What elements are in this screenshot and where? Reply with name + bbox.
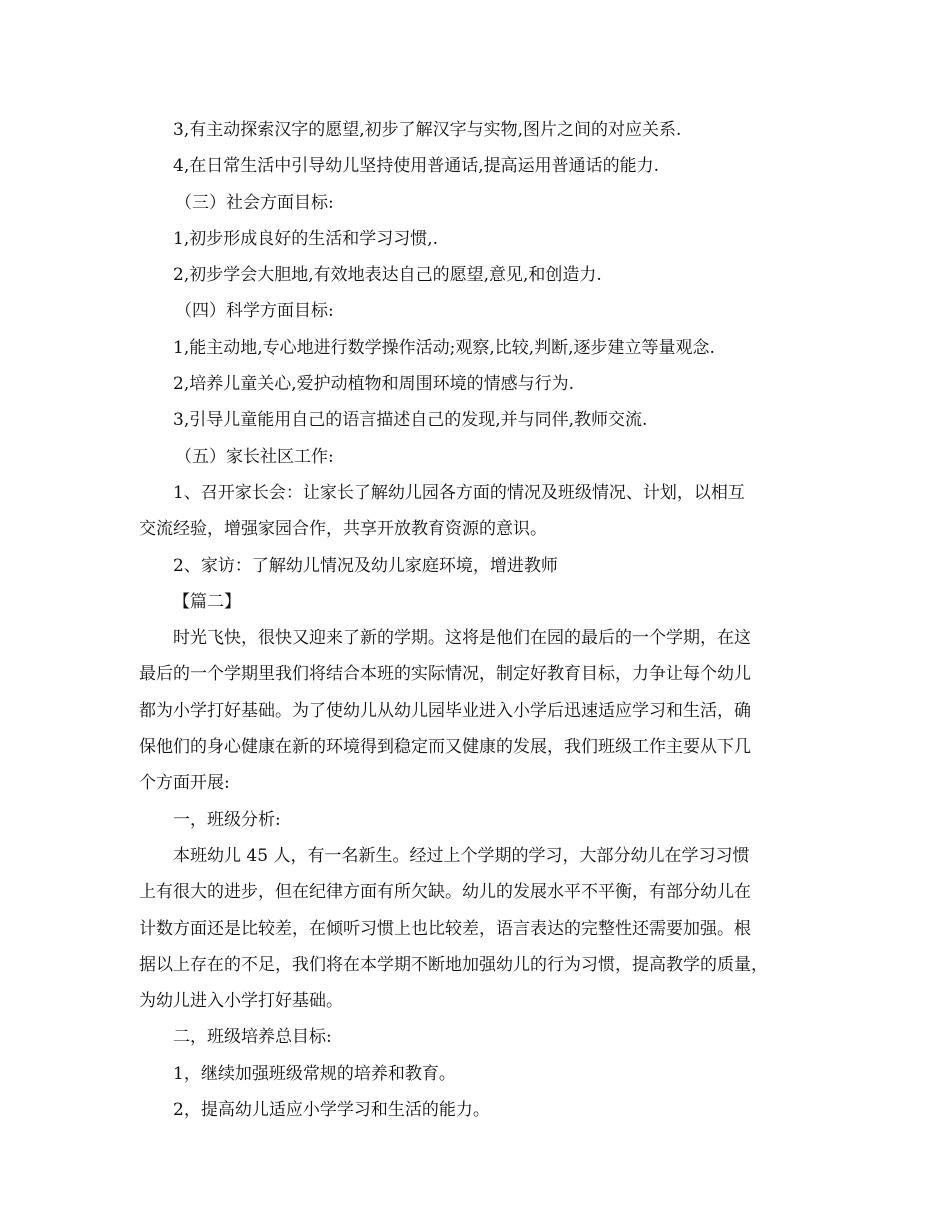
section-heading: 一，班级分析: bbox=[173, 809, 281, 830]
text-line: 2,初步学会大胆地,有效地表达自己的愿望,意见,和创造力. bbox=[173, 265, 602, 286]
text-line: 时光飞快，很快又迎来了新的学期。这将是他们在园的最后的一个学期，在这 bbox=[173, 628, 751, 649]
text-line: 个方面开展: bbox=[139, 773, 230, 794]
text-line: 2、家访：了解幼儿情况及幼儿家庭环境，增进教师 bbox=[173, 555, 558, 576]
text-line: 3,有主动探索汉字的愿望,初步了解汉字与实物,图片之间的对应关系. bbox=[173, 120, 682, 140]
text-line: 2,培养儿童关心,爱护动植物和周围环境的情感与行为. bbox=[173, 374, 575, 395]
text-line: 1,初步形成良好的生活和学习习惯,. bbox=[173, 228, 439, 249]
text-line: 上有很大的进步，但在纪律方面有所欠缺。幼儿的发展水平不平衡，有部分幼儿在 bbox=[139, 882, 751, 903]
text-line: 最后的一个学期里我们将结合本班的实际情况，制定好教育目标，力争让每个幼儿 bbox=[139, 664, 751, 685]
text-line: 2，提高幼儿适应小学学习和生活的能力。 bbox=[173, 1100, 490, 1121]
document-body bbox=[139, 112, 829, 1128]
text-line: 都为小学打好基础。为了使幼儿从幼儿园毕业进入小学后迅速适应学习和生活，确 bbox=[139, 700, 751, 721]
text-line: 据以上存在的不足，我们将在本学期不断地加强幼儿的行为习惯，提高教学的质量， bbox=[139, 954, 768, 975]
section-heading: 二，班级培养总目标: bbox=[173, 1027, 332, 1048]
part-heading: 【篇二】 bbox=[173, 591, 241, 612]
text-line: 3,引导儿童能用自己的语言描述自己的发现,并与同伴,教师交流. bbox=[173, 410, 648, 431]
text-line: 为幼儿进入小学打好基础。 bbox=[139, 991, 343, 1012]
section-heading: （三）社会方面目标: bbox=[175, 192, 334, 213]
text-line: 保他们的身心健康在新的环境得到稳定而又健康的发展，我们班级工作主要从下几 bbox=[139, 737, 751, 758]
text-line: 1、召开家长会：让家长了解幼儿园各方面的情况及班级情况、计划，以相互 bbox=[173, 482, 745, 503]
text-line: 4,在日常生活中引导幼儿坚持使用普通话,提高运用普通话的能力. bbox=[173, 156, 660, 177]
text-line: 本班幼儿 45 人，有一名新生。经过上个学期的学习，大部分幼儿在学习习惯 bbox=[173, 845, 750, 866]
text-line: 交流经验，增强家园合作，共享开放教育资源的意识。 bbox=[139, 519, 547, 540]
section-heading: （四）科学方面目标: bbox=[175, 301, 334, 322]
section-heading: （五）家长社区工作: bbox=[175, 446, 334, 467]
text-line: 1,能主动地,专心地进行数学操作活动;观察,比较,判断,逐步建立等量观念. bbox=[173, 337, 715, 358]
text-line: 1，继续加强班级常规的培养和教育。 bbox=[173, 1063, 456, 1084]
text-line: 计数方面还是比较差，在倾听习惯上也比较差，语言表达的完整性还需要加强。根 bbox=[139, 918, 751, 939]
